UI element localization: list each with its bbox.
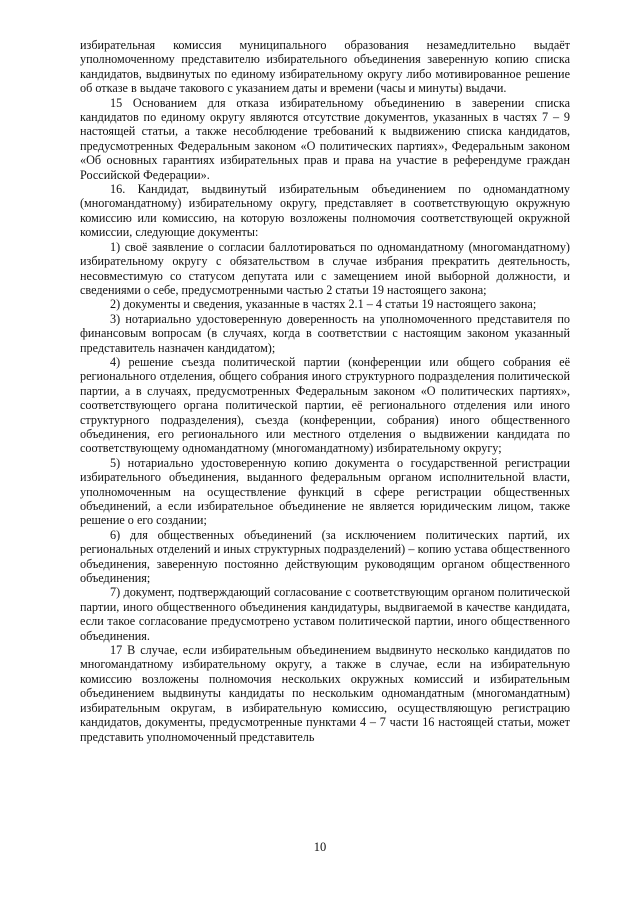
list-item-3: 3) нотариально удостоверенную доверенность на уполномоченного представителя по финансовым вопросам (в случаях, когда в соответствии с настоящим законом указанный представитель назначен кандидатом);	[80, 311, 570, 355]
list-item-5: 5) нотариально удостоверенную копию документа о государственной регистрации избирательного объединения, выданного федеральным органом исполнительной власти, уполномоченным на осуществление функций в сфере регистрации общественных объединений, а если избирательное объединение не является юридическим лицом, также решение о его создании;	[80, 455, 570, 528]
paragraph-17: 17 В случае, если избирательным объединением выдвинуто несколько кандидатов по многомандатному избирательному округу, а также в случае, если на избирательную комиссию возложены полномочия нескольких окружных комиссий и избирательным объединением выдвинуты кандидаты по нескольким одномандатным (многомандатным) избирательным округам, в избирательную комиссию, осуществляющую регистрацию кандидатов, документы, предусмотренные пунктами 4 – 7 части 16 настоящей статьи, может представить уполномоченный представитель	[80, 643, 570, 744]
paragraph-continuation: избирательная комиссия муниципального образования незамедлительно выдаёт уполномоченному представителю избирательного объединения заверенную копию списка кандидатов, выдвинутых по единому избирательному округу либо мотивированное решение об отказе в выдаче такового с указанием даты и времени (часы и минуты) выдачи.	[80, 38, 570, 96]
page-number: 10	[313, 840, 327, 854]
document-page	[80, 38, 570, 744]
list-item-6: 6) для общественных объединений (за исключением политических партий, их региональных отделений и иных структурных подразделений) – копию устава общественного объединения, заверенную постоянно действующим руководящим органом общественного объединения;	[80, 527, 570, 586]
paragraph-15: 15 Основанием для отказа избирательному объединению в заверении списка кандидатов по единому округу являются отсутствие документов, указанных в частях 7 – 9 настоящей статьи, а также несоблюдение требований к выдвижению списка кандидатов, предусмотренных Федеральным законом «О политических партиях», Федеральным законом «Об основных гарантиях избирательных прав и права на участие в референдуме граждан Российской Федерации».	[80, 95, 570, 182]
paragraph-16: 16. Кандидат, выдвинутый избирательным объединением по одномандатному (многомандатному) избирательному округу, представляет в соответствующую окружную комиссию или комиссию, на которую возложены полномочия соответствующей окружной комиссии, следующие документы:	[80, 182, 570, 240]
list-item-4: 4) решение съезда политической партии (конференции или общего собрания её регионального отделения, общего собрания иного структурного подразделения политической партии, а в случаях, предусмотренных Федеральным законом «О политических партиях», соответствующего органа политической партии, её регионального отделения или иного структурного подразделения), съезда (конференции, собрания) иного общественного объединения, его регионального или местного отделения о выдвижении кандидата по соответствующему одномандатному (многомандатному) избирательному округу;	[80, 354, 570, 456]
list-item-7: 7) документ, подтверждающий согласование с соответствующим органом политической партии, иного общественного объединения кандидатуры, выдвигаемой в качестве кандидата, если такое согласование предусмотрено уставом политической партии, иного общественного объединения.	[80, 585, 570, 643]
list-item-2: 2) документы и сведения, указанные в частях 2.1 – 4 статьи 19 настоящего закона;	[110, 297, 537, 312]
list-item-1: 1) своё заявление о согласии баллотироваться по одномандатному (многомандатному) избирательному округу с обязательством в случае избрания прекратить деятельность, несовместимую со статусом депутата или с замещением иной выборной должности, и сведениями о себе, предусмотренными частью 2 статьи 19 настоящего закона;	[80, 239, 570, 297]
